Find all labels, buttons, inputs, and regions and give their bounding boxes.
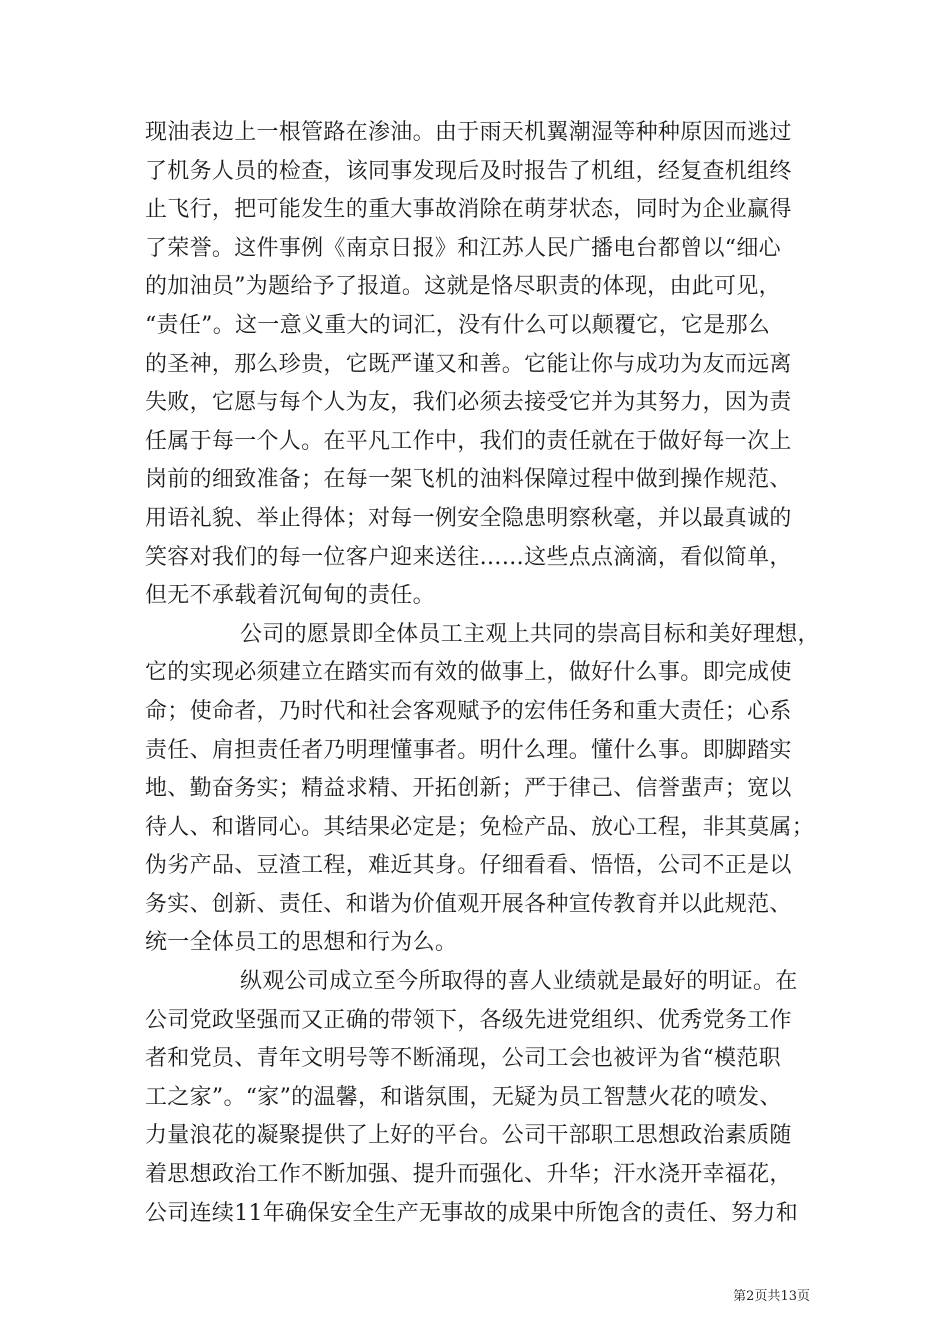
text-line: 笑容对我们的每一位客户迎来送往……这些点点滴滴，看似简单， <box>145 544 792 570</box>
text-line: 任属于每一个人。在平凡工作中，我们的责任就在于做好每一次上 <box>145 428 792 454</box>
text-line: 伪劣产品、豆渣工程，难近其身。仔细看看、悟悟，公司不正是以 <box>145 853 792 879</box>
text-line: 但无不承载着沉甸甸的责任。 <box>145 583 435 609</box>
text-line: 公司连续11年确保安全生产无事故的成果中所饱含的责任、努力和 <box>145 1200 798 1226</box>
text-line: 命；使命者，乃时代和社会客观赋予的宏伟任务和重大责任；心系 <box>145 698 792 724</box>
text-line: 的圣神，那么珍贵，它既严谨又和善。它能让你与成功为友而远离 <box>145 351 792 377</box>
text-line: 止飞行，把可能发生的重大事故消除在萌芽状态，同时为企业赢得 <box>145 197 792 223</box>
paragraph-start-line: 纵观公司成立至今所取得的喜人业绩就是最好的明证。在 <box>240 969 798 995</box>
text-line: 它的实现必须建立在踏实而有效的做事上，做好什么事。即完成使 <box>145 660 792 686</box>
text-line: 现油表边上一根管路在渗油。由于雨天机翼潮湿等种种原因而逃过 <box>145 120 792 145</box>
text-line: 务实、创新、责任、和谐为价值观开展各种宣传教育并以此规范、 <box>145 891 792 917</box>
text-line: 了荣誉。这件事例《南京日报》和江苏人民广播电台都曾以“细心 <box>145 235 781 261</box>
page-number-footer: 第2页共13页 <box>733 1289 810 1304</box>
text-line: 者和党员、青年文明号等不断涌现，公司工会也被评为省“模范职 <box>145 1046 781 1072</box>
text-line: 统一全体员工的思想和行为么。 <box>145 930 458 956</box>
text-line: 力量浪花的凝聚提供了上好的平台。公司干部职工思想政治素质随 <box>145 1123 792 1149</box>
text-line: 失败，它愿与每个人为友，我们必须去接受它并为其努力，因为责 <box>145 390 792 416</box>
text-line: 公司党政坚强而又正确的带领下，各级先进党组织、优秀党务工作 <box>145 1007 792 1033</box>
text-line: 用语礼貌、举止得体；对每一例安全隐患明察秋毫，并以最真诚的 <box>145 505 792 531</box>
text-line: 待人、和谐同心。其结果必定是；免检产品、放心工程，非其莫属； <box>145 814 815 840</box>
paragraph-start-line: 公司的愿景即全体员工主观上共同的崇高目标和美好理想， <box>240 621 820 647</box>
text-line: 着思想政治工作不断加强、提升而强化、升华；汗水浇开幸福花， <box>145 1162 792 1188</box>
text-line: 岗前的细致准备；在每一架飞机的油料保障过程中做到操作规范、 <box>145 467 792 493</box>
text-line: 工之家”。“家”的温馨，和谐氛围，无疑为员工智慧火花的喷发、 <box>145 1084 782 1110</box>
text-line: 的加油员”为题给予了报道。这就是恪尽职责的体现，由此可见， <box>145 274 781 300</box>
text-line: 责任、肩担责任者乃明理懂事者。明什么理。懂什么事。即脚踏实 <box>145 737 792 763</box>
text-line: 地、勤奋务实；精益求精、开拓创新；严于律己、信誉蜚声；宽以 <box>145 776 792 802</box>
text-line: 了机务人员的检查，该同事发现后及时报告了机组，经复查机组终 <box>145 158 792 184</box>
body-text <box>145 114 820 1233</box>
text-line: “责任”。这一意义重大的词汇，没有什么可以颠覆它，它是那么 <box>145 312 771 338</box>
